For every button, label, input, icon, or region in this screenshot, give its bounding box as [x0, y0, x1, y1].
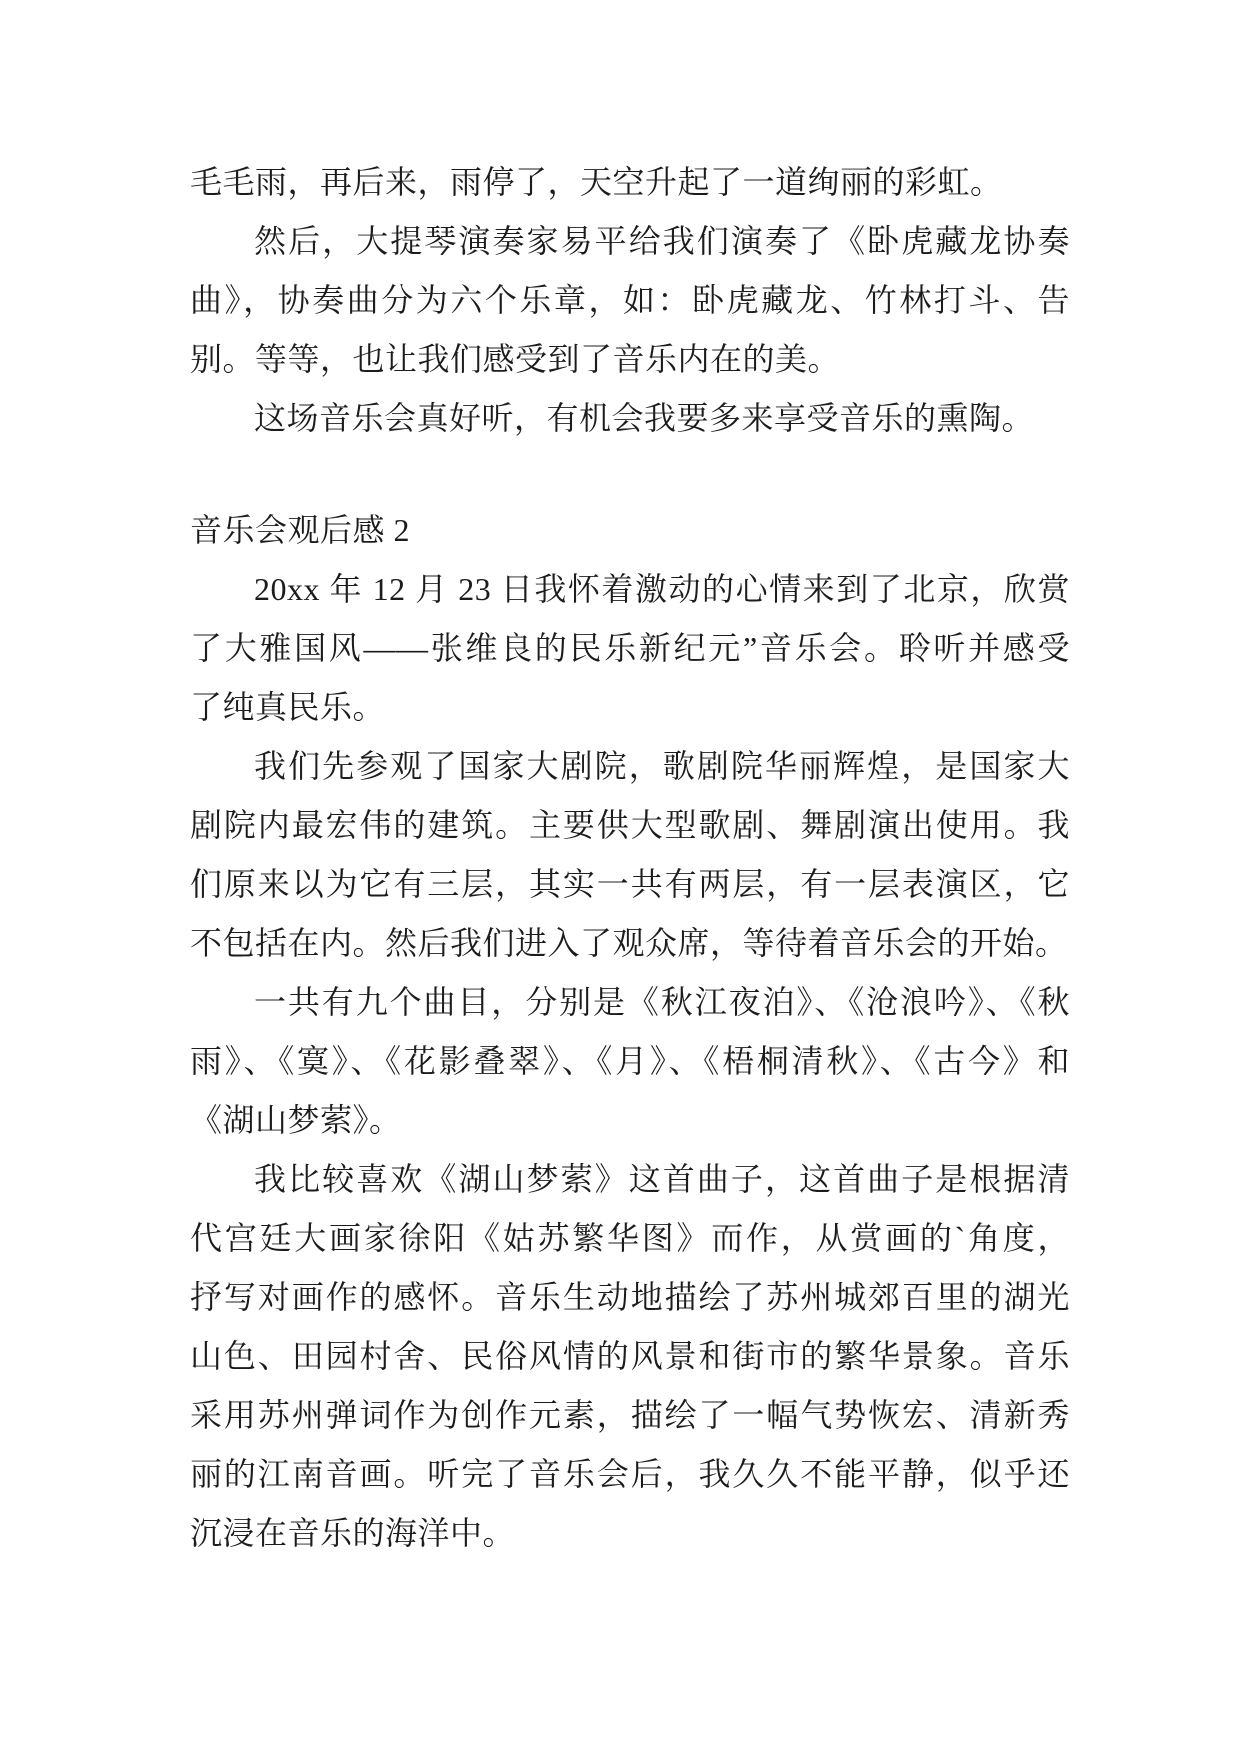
text-line: 山色、田园村舍、民俗风情的风景和街市的繁华景象。音乐	[190, 1338, 1070, 1374]
text-line: 然后，大提琴演奏家易平给我们演奏了《卧虎藏龙协奏	[254, 223, 1070, 259]
text-line: 我们先参观了国家大剧院，歌剧院华丽辉煌，是国家大	[254, 748, 1070, 784]
text-line: 一共有九个曲目，分别是《秋江夜泊》、《沧浪吟》、《秋	[254, 984, 1070, 1020]
text-line: 20xx 年 12 月 23 日我怀着激动的心情来到了北京，欣赏	[254, 571, 1070, 607]
text-line: 毛毛雨，再后来，雨停了，天空升起了一道绚丽的彩虹。	[190, 164, 1003, 200]
text-line: 《湖山梦萦》。	[190, 1102, 402, 1138]
text-line: 别。等等，也让我们感受到了音乐内在的美。	[190, 341, 841, 377]
text-line: 我比较喜欢《湖山梦萦》这首曲子，这首曲子是根据清	[254, 1161, 1070, 1197]
section-heading: 音乐会观后感 2	[190, 512, 411, 548]
text-line: 了大雅国风——张维良的民乐新纪元”音乐会。聆听并感受	[190, 630, 1070, 666]
text-line: 这场音乐会真好听，有机会我要多来享受音乐的熏陶。	[254, 400, 1035, 436]
text-line: 们原来以为它有三层，其实一共有两层，有一层表演区，它	[190, 866, 1070, 902]
text-line: 抒写对画作的感怀。音乐生动地描绘了苏州城郊百里的湖光	[190, 1279, 1070, 1315]
text-line: 剧院内最宏伟的建筑。主要供大型歌剧、舞剧演出使用。我	[190, 807, 1070, 843]
text-line: 沉浸在音乐的海洋中。	[190, 1515, 516, 1551]
text-line: 雨》、《寞》、《花影叠翠》、《月》、《梧桐清秋》、《古今》和	[190, 1043, 1070, 1079]
text-line: 曲》，协奏曲分为六个乐章，如：卧虎藏龙、竹林打斗、告	[190, 282, 1070, 318]
text-line: 采用苏州弹词作为创作元素，描绘了一幅气势恢宏、清新秀	[190, 1397, 1070, 1433]
text-line: 丽的江南音画。听完了音乐会后，我久久不能平静，似乎还	[190, 1456, 1070, 1492]
text-line: 代宫廷大画家徐阳《姑苏繁华图》而作，从赏画的`角度，	[190, 1220, 1070, 1256]
document-text-block	[190, 153, 1070, 1563]
text-line: 了纯真民乐。	[190, 689, 386, 725]
text-line: 不包括在内。然后我们进入了观众席，等待着音乐会的开始。	[190, 925, 1068, 961]
